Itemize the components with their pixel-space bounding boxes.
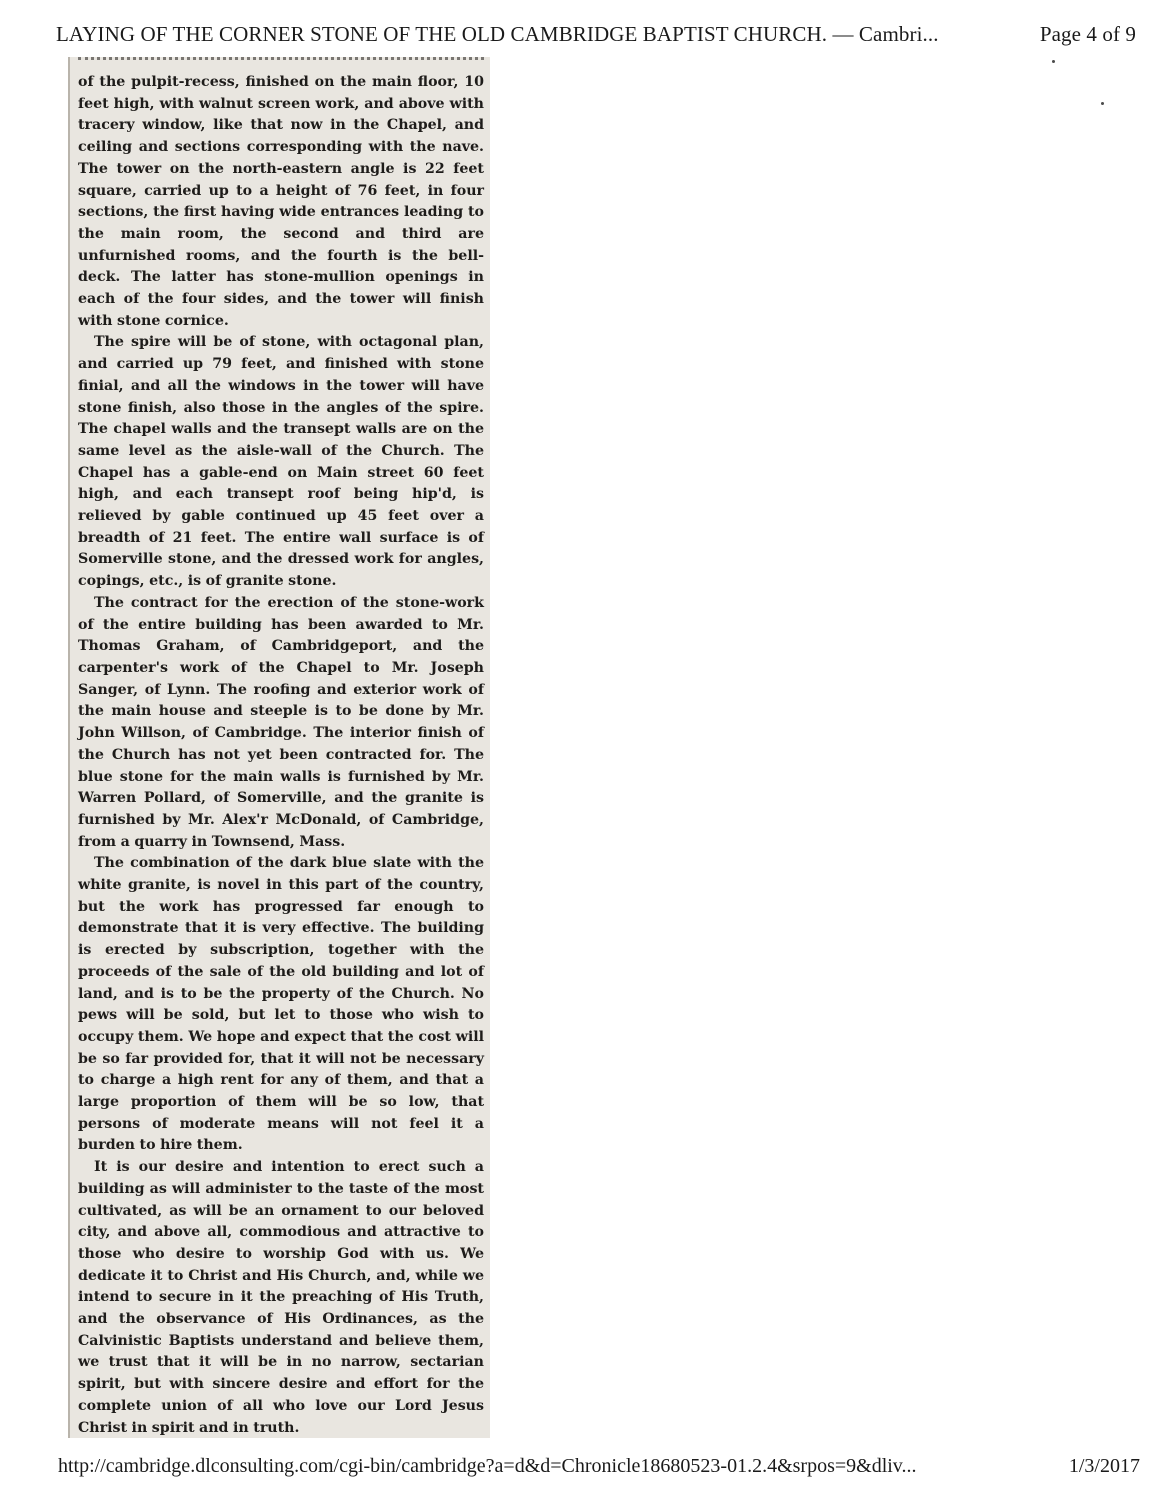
page-title: LAYING OF THE CORNER STONE OF THE OLD CAMBRIDGE BAPTIST CHURCH. — Cambri... [56,22,939,46]
print-footer [58,1455,1140,1485]
article-paragraph: The spire will be of stone, with octagonal plan, and carried up 79 feet, and finished with stone finial, and all the windows in the tower will have stone finish, also those in the angles of the spire. The chapel walls and the transept walls are on the same level as the aisle-wall of the Church. The Chapel has a gable-end on Main street 60 feet high, and each transept roof being hip'd, is relieved by gable continued up 45 feet over a breadth of 21 feet. The entire wall surface is of Somerville stone, and the dressed work for angles, copings, etc., is of granite stone. [78,334,484,590]
newspaper-clipping [68,57,490,1438]
article-paragraph: The combination of the dark blue slate with the white granite, is novel in this part of the country, but the work has progressed far enough to demonstrate that it is very effective. The building is erected by subscription, together with the proceeds of the sale of the old building and lot of land, and is to be the property of the Church. No pews will be sold, but let to those who wish to occupy them. We hope and expect that the cost will be so far provided for, that it will not be necessary to charge a high rent for any of them, and that a large proportion of them will be so low, that persons of moderate means will not feel it a burden to hire them. [78,855,484,1154]
print-date: 1/3/2017 [1068,1455,1140,1477]
article-paragraph: The contract for the erection of the stone-work of the entire building has been awarded to Mr. Thomas Graham, of Cambridgeport, and the carpenter's work of the Chapel to Mr. Joseph Sanger, of Lynn. The roofing and exterior work of the main house and steeple is to be done by Mr. John Willson, of Cambridge. The interior finish of the Church has not yet been contracted for. The blue stone for the main walls is furnished by Mr. Warren Pollard, of Somerville, and the granite is furnished by Mr. Alex'r McDonald, of Cambridge, from a quarry in Townsend, Mass. [78,594,484,850]
article-column [70,68,490,1438]
source-url: http://cambridge.dlconsulting.com/cgi-bin/cambridge?a=d&d=Chronicle18680523-01.2.4&srpos=9&dliv... [58,1455,917,1477]
scan-speck [1101,102,1104,105]
article-paragraph: It is our desire and intention to erect such a building as will administer to the taste of the most cultivated, as will be an ornament to our beloved city, and above all, commodious and attractive to those who desire to worship God with us. We dedicate it to Christ and His Church, and, while we intend to secure in it the preaching of His Truth, and the observance of His Ordinances, as the Calvinistic Baptists understand and believe them, we trust that it will be in no narrow, sectarian spirit, but with sincere desire and effort for the complete union of all who love our Lord Jesus Christ in spirit and in truth. [78,1159,484,1436]
print-header [56,22,1136,54]
clipping-top-edge [78,57,484,68]
scan-speck [1052,60,1055,63]
page-number: Page 4 of 9 [1039,22,1136,46]
article-paragraph: of the pulpit-recess, finished on the main floor, 10 feet high, with walnut screen work, and above with tracery window, like that now in the Chapel, and ceiling and sections corresponding with the nave. The tower on the north-eastern angle is 22 feet square, carried up to a height of 76 feet, in four sections, the first having wide entrances leading to the main room, the second and third are unfurnished rooms, and the fourth is the bell-deck. The latter has stone-mullion openings in each of the four sides, and the tower will finish with stone cornice. [78,74,484,329]
